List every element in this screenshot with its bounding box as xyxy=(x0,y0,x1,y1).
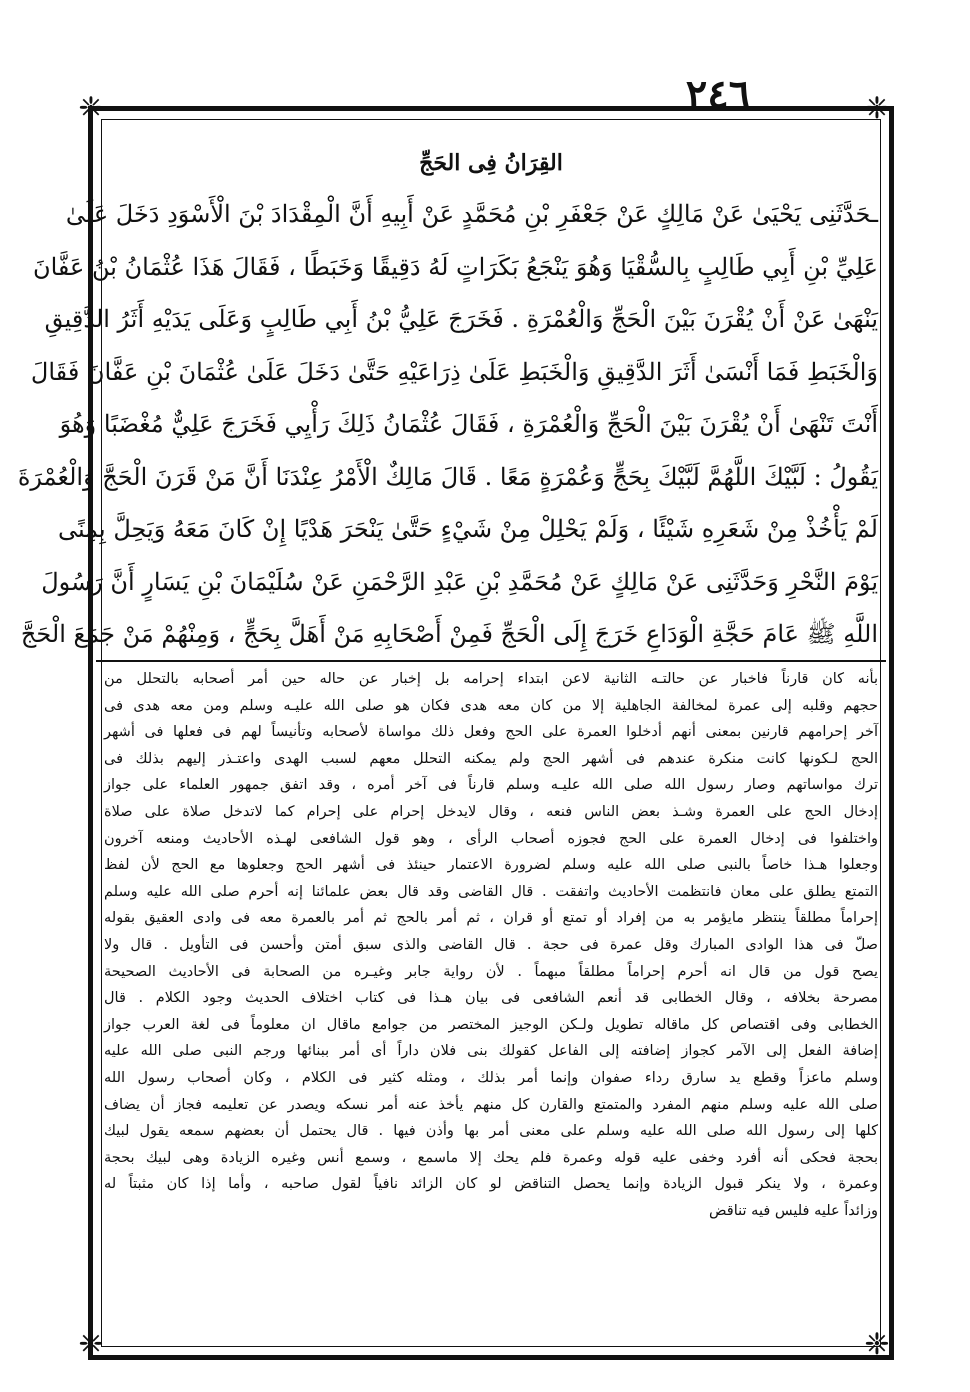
commentary-line: ترك مواساتهم وصار رسول الله صلى الله عليـه وسلم قارناً فى آخر أمره ، وقد اتفق جمهور العلماء على جواز xyxy=(104,777,878,794)
corner-ornament-icon: ❈ xyxy=(78,1327,104,1362)
commentary-line: وعمرة ، ولا ينكر قبول الزيادة وإنما يحصل التناقض لو كان الزائد نافياً لقول صاحبه ، وأما إذا كان مثبتاً له xyxy=(104,1176,878,1193)
commentary-line: صلّ فى هذا الوادى المبارك وقل عمرة فى حجة . قال القاضى والذى سبق أمتن وأحسن فى التأويل . قال ولا xyxy=(104,936,878,953)
main-text-line: يَنْهَىٰ عَنْ أَنْ يُقْرَنَ بَيْنَ الْحَجِّ وَالْعُمْرَةِ . فَخَرَجَ عَلِيُّ بْنُ أَبِي طَالِبٍ وَعَلَى يَدَيْهِ أَثَرُ الدَّقِيقِ xyxy=(44,305,878,333)
commentary-line: آخر إحرامهم قارنين بمعنى أنهم أدخلوا العمرة على الحج وفعل ذلك مواساة لأصحابه وتأنيساً لهم فى فعلها فى أشهر xyxy=(104,724,878,741)
commentary-line: حجهم وقلبه إلى عمرة لمخالفة الجاهلية إلا من كان معه هدى فكان هو صلى الله عليـه وسلم ومن معه هدى فى xyxy=(104,697,878,714)
commentary-text xyxy=(104,666,878,1316)
commentary-line: الخطابى وفى اقتصاص كل ماقاله تطويل ولـكن الوجيز المختصر من جوامع ماقال ان معلوماً فى لغة العرب جواز xyxy=(104,1016,879,1033)
commentary-line: التمتع يطلق على معان فانتظمت الأحاديث واتفقت . قال القاضى وقد قال بعض علمائنا إنه أحرم صلى الله عليه وسلم xyxy=(104,883,878,900)
commentary-line: يصح قول من قال انه أحرم إحراماً مطلقاً مبهماً . لأن رواية جابر وغيـره من الصحابة فى الأحاديث الصحيحة xyxy=(104,963,878,980)
chapter-heading: القِرَانُ فِى الحَجِّ xyxy=(419,150,563,176)
main-text-line: اللَّهِ ﷺ عَامَ حَجَّةِ الْوَدَاعِ خَرَجَ إِلَى الْحَجِّ فَمِنْ أَصْحَابِهِ مَنْ أَهَلَّ بِحَجٍّ ، وَمِنْهُمْ مَنْ جَمَعَ الْحَجَّ xyxy=(20,620,878,648)
commentary-line: إضافة الفعل إلى الآمر كجواز إضافته إلى الفاعل كقولك بنى فلان داراً أى أمر ببنائها ورجم النبى صلى الله عليه xyxy=(104,1043,878,1060)
commentary-line: بحجة فحكى أنه أفرد وخفى عليه قوله وعمرة فلم يحك إلا ماسمع ، وسمع أنس وغيره الزيادة وهى لبيك بحجة xyxy=(104,1149,878,1166)
main-text xyxy=(17,138,878,660)
commentary-line: مصرحة بخلافه ، وقال الخطابى قد أنعم الشافعى فى بيان هـذا فى كتاب اختلاف الحديث وجود الكلام . قال xyxy=(104,990,878,1007)
main-text-line: وَالْخَبَطِ فَمَا أَنْسَىٰ أَثَرَ الدَّقِيقِ وَالْخَبَطِ عَلَىٰ ذِرَاعَيْهِ حَتَّىٰ دَخَلَ عَلَىٰ عُثْمَانَ بْنِ عَفَّانَ فَقَالَ xyxy=(30,357,878,386)
main-text-line: لَمْ يَأْخُذْ مِنْ شَعَرِهِ شَيْئًا ، وَلَمْ يَحْلِلْ مِنْ شَيْءٍ حَتَّىٰ يَنْحَرَ هَدْيًا إِنْ كَانَ مَعَهُ وَيَحِلَّ بِمِنًى xyxy=(57,515,878,543)
commentary-line: إحراماً مطلقاً ينتظر مايؤمر به من إفراد أو تمتع أو قران ، ثم أمر بالحج ثم أمر بالعمرة معه فى وادى العقيق بقوله xyxy=(104,910,878,927)
section-divider xyxy=(96,660,886,662)
corner-ornament-icon: ❈ xyxy=(864,1327,890,1362)
commentary-line: وسلم ماعزاً وقطع يد سارق رداء صفوان وإنما أمر بذلك ، ومثله كثير فى الكلام ، وكان أصحاب رسول الله xyxy=(104,1069,878,1086)
commentary-line: الحج لـكونها كانت منكرة عندهم فى أشهر الحج ولم يمكنه التحلل معهم لسبب الهدى واعتـذر إليهم بذلك فى xyxy=(104,750,878,767)
commentary-line: واختلفوا فى إدخال العمرة على الحج فجوزه أصحاب الرأى ، وهو قول الشافعى لهـذه الأحاديث ومنعه آخرون xyxy=(104,830,878,847)
commentary-line: صلى الله عليه وسلم منهم المفرد والمتمتع والقارن كل منهم يأخذ عنه أمر نسكه ويصدر عن تعليمه فجاز أن يضاف xyxy=(104,1096,878,1113)
corner-ornament-icon: ❈ xyxy=(78,91,104,126)
page-number: ٢٤٦ xyxy=(685,71,751,118)
main-text-line: ـحَدَّثَنِى يَحْيَىٰ عَنْ مَالِكٍ عَنْ جَعْفَرِ بْنِ مُحَمَّدٍ عَنْ أَبِيهِ أَنَّ الْمِقْدَادَ بْنَ الْأَسْوَدِ دَخَلَ عَلَىٰ xyxy=(65,200,878,228)
main-text-line: يَقُولُ : لَبَّيْكَ اللَّهُمَّ لَبَّيْكَ بِحَجٍّ وَعُمْرَةٍ مَعًا . قَالَ مَالِكٌ الْأَمْرُ عِنْدَنَا أَنَّ مَنْ قَرَنَ الْحَجَّ وَالْعُمْرَةَ xyxy=(17,462,878,491)
main-text-line: يَوْمَ النَّحْرِ وَحَدَّثَنِى عَنْ مَالِكٍ عَنْ مُحَمَّدِ بْنِ عَبْدِ الرَّحْمَنِ عَنْ سُلَيْمَانَ بْنِ يَسَارٍ أَنَّ رَسُولَ xyxy=(41,567,878,596)
main-text-line: عَلِيِّ بْنِ أَبِي طَالِبٍ بِالسُّقْيَا وَهُوَ يَنْجَعُ بَكَرَاتٍ لَهُ دَقِيقًا وَخَبَطًا ، فَقَالَ هَذَا عُثْمَانُ بْنُ عَفَّانَ xyxy=(32,252,878,281)
commentary-line: كلها إلى رسول الله صلى الله عليه وسلم على معنى أمر بها وأذن فيها . قال يحتمل أن بعضهم سمعه يقول لبيك xyxy=(104,1123,878,1140)
commentary-line: إدخال الحج على العمرة وشـذ بعض الناس فنعه ، وقال لايدخل إحرام على إحرام كما لاتدخل صلاة على صلاة xyxy=(104,803,878,820)
commentary-line: وزائداً عليه فليس فيه تناقض xyxy=(709,1202,878,1219)
corner-ornament-icon: ❈ xyxy=(864,91,890,126)
main-text-line: أَنْتَ تَنْهَىٰ أَنْ يُقْرَنَ بَيْنَ الْحَجِّ وَالْعُمْرَةِ ، فَقَالَ عُثْمَانُ ذَلِكَ رَأْيِي فَخَرَجَ عَلِيٌّ مُغْضَبًا وَهُوَ xyxy=(59,410,878,438)
commentary-line: وجعلوا هـذا خاصاً بالنبى صلى الله عليه وسلم لضرورة الاعتمار حينئذ فى أشهر الحج وجعلوها مع الحج لأن لفظ xyxy=(104,857,878,874)
commentary-line: بأنه كان قارناً فاخبار عن حالتـه الثانية لاعن ابتداء إحرامه بل إخبار عن حاله حين أمر أصحابه بالتحلل من xyxy=(104,671,878,687)
